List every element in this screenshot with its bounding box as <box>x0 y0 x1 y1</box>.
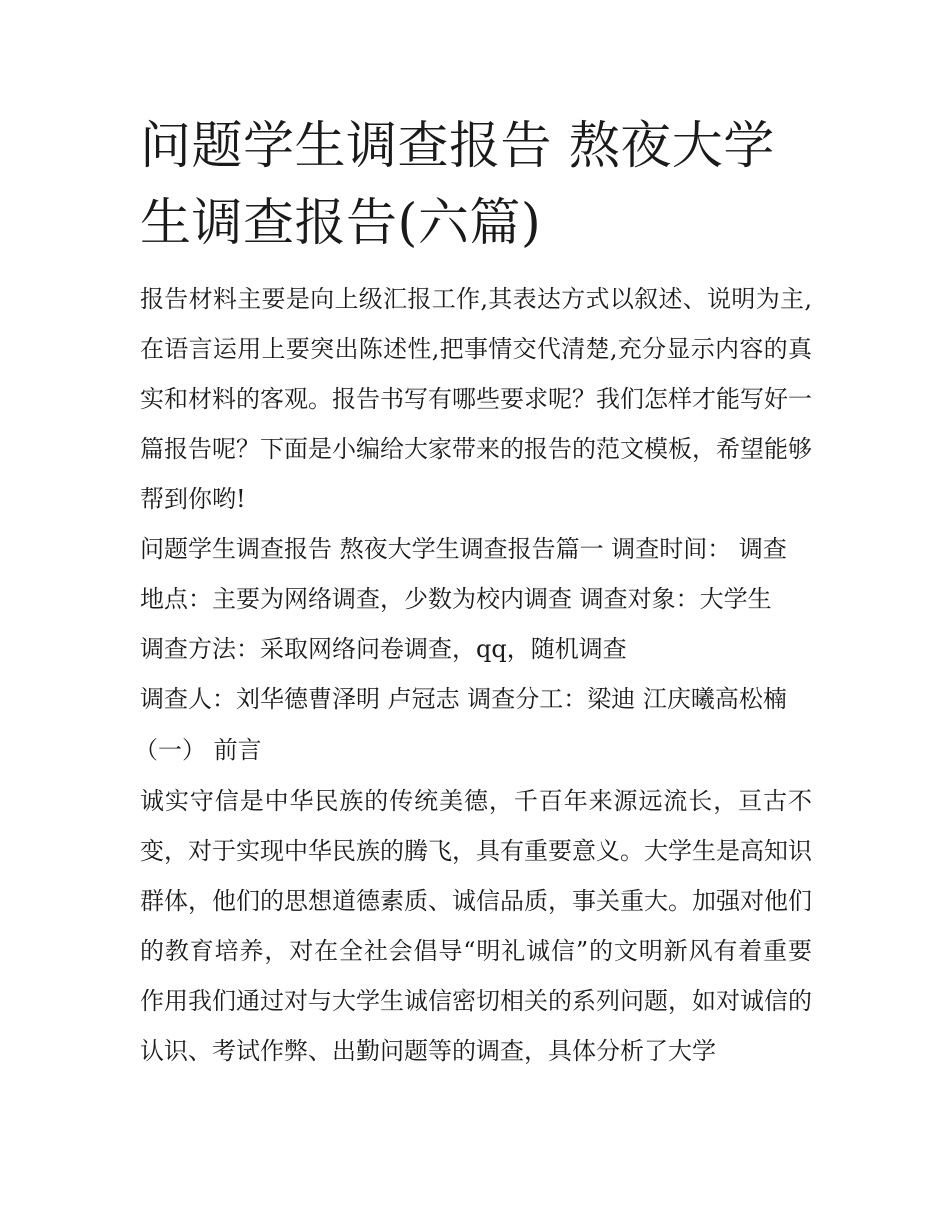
intro-paragraph: 报告材料主要是向上级汇报工作,其表达方式以叙述、说明为主,在语言运用上要突出陈述性,把事情交代清楚,充分显示内容的真实和材料的客观。报告书写有哪些要求呢？我们怎样才能写好一篇报告呢？下面是小编给大家带来的报告的范文模板，希望能够帮到你哟! <box>140 285 812 513</box>
document-title: 问题学生调查报告 熬夜大学生调查报告(六篇) <box>140 117 775 253</box>
section-heading: （一） 前言 <box>134 736 262 764</box>
survey-info-line-2: 地点：主要为网络调查，少数为校内调查 调查对象：大学生 <box>140 585 772 613</box>
survey-info-line-1: 问题学生调查报告 熬夜大学生调查报告篇一 调查时间： 调查 <box>140 535 787 563</box>
document-page <box>134 108 812 1076</box>
body-paragraph: 诚实守信是中华民族的传统美德，千百年来源远流长，亘古不变，对于实现中华民族的腾飞，具有重要意义。大学生是高知识群体，他们的思想道德素质、诚信品质，事关重大。加强对他们的教育培养，对在全社会倡导“明礼诚信”的文明新风有着重要作用我们通过对与大学生诚信密切相关的系列问题，如对诚信的认识、考试作弊、出勤问题等的调查，具体分析了大学 <box>140 787 812 1065</box>
survey-info-line-4: 调查人：刘华德曹泽明 卢冠志 调查分工：梁迪 江庆曦高松楠 <box>140 685 787 713</box>
survey-info-line-3: 调查方法：采取网络问卷调查，qq，随机调查 <box>140 635 627 663</box>
